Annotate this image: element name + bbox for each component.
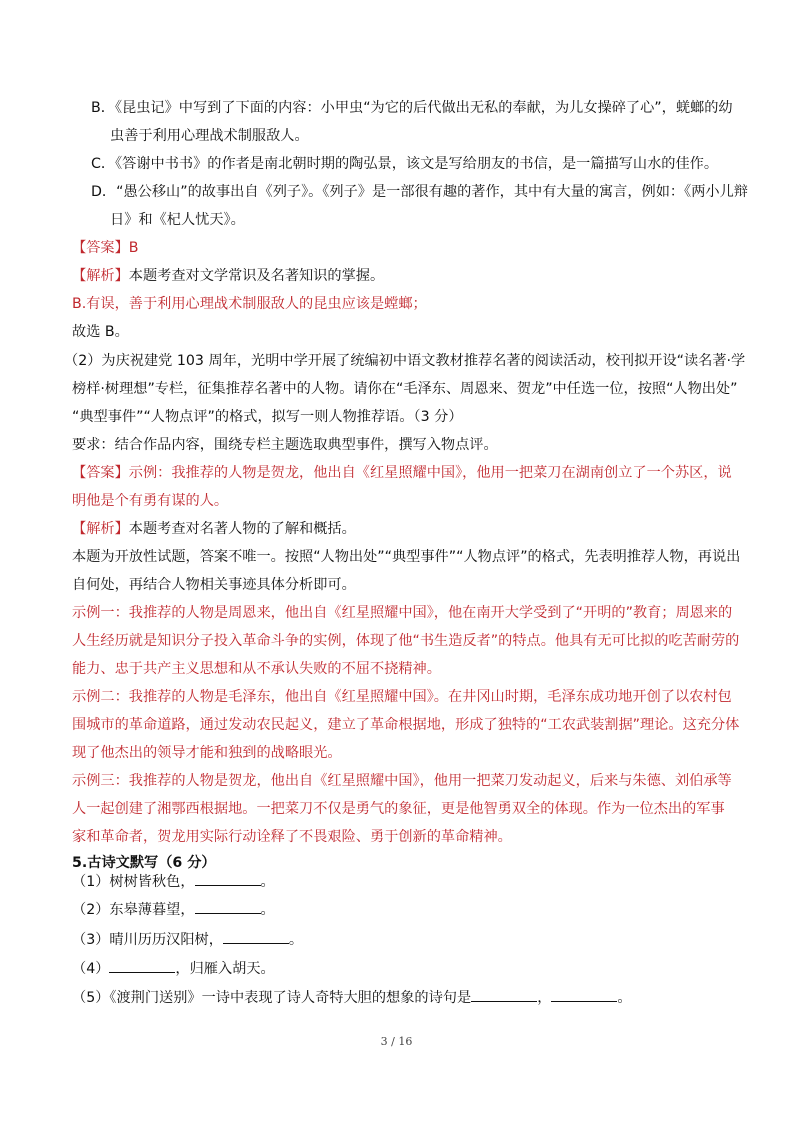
question-5-4-prefix: （4） [72,961,110,977]
example-1-line1: 示例一：我推荐的人物是周恩来，他出自《红星照耀中国》，他在南开大学受到了“开明的”教育；周恩来的 [72,605,733,621]
option-d-line2: 日》和《杞人忧天》。 [110,212,245,228]
question-5-5 [72,987,632,1008]
answer-2-line2: 明他是个有勇有谋的人。 [72,493,229,509]
answer-blank [551,987,617,1002]
example-2-line2: 围城市的革命道路，通过发动农民起义，建立了革命根据地，形成了独特的“工农武装割据”理论。这充分体 [72,717,740,733]
answer-blank [109,958,175,973]
question-5-4-text: ，归雁入胡天。 [175,961,275,977]
answer-blank [471,987,537,1002]
analysis-tag: 【解析】 [72,268,129,284]
option-c-line: C．《答谢中书书》的作者是南北朝时期的陶弘景，该文是写给朋友的书信，是一篇描写山水的佳作。 [91,156,719,172]
question-5-2 [72,899,275,920]
example-3-line3: 家和革命者，贺龙用实际行动诠释了不畏艰险、勇于创新的革命精神。 [72,829,512,845]
question-2-line3: “典型事件”“人物点评”的格式，拟写一则人物推荐语。（3 分） [72,409,463,425]
question-2-line1: （2）为庆祝建党 103 周年，光明中学开展了统编初中语文教材推荐名著的阅读活动，校刊拟开设“读名著·学 [64,353,746,369]
answer-blank [195,871,261,886]
answer-2-line1 [72,463,732,483]
question-5-5-comma: ， [537,990,552,1006]
answer-tag: 【答案】 [72,465,129,481]
example-3-line2: 人一起创建了湘鄂西根据地。一把菜刀不仅是勇气的象征，更是他智勇双全的体现。作为一位杰出的军事 [72,801,725,817]
example-3-line1: 示例三：我推荐的人物是贺龙，他出自《红星照耀中国》，他用一把菜刀发动起义，后来与朱德、刘伯承等 [72,773,732,789]
question-5-3 [72,929,303,950]
analysis-1-b: B.有误，善于利用心理战术制服敌人的昆虫应该是螳螂； [72,296,427,312]
analysis-1 [72,266,384,286]
question-5-2-end: 。 [260,902,275,918]
question-2-line2: 榜样·树理想”专栏，征集推荐名著中的人物。请你在“毛泽东、周恩来、贺龙”中任选一位，按照“人物出处” [72,381,738,397]
analysis-text: 本题考查对文学常识及名著知识的掌握。 [128,268,385,284]
analysis-tag: 【解析】 [72,521,129,537]
analysis-1-choice: 故选 B。 [72,324,129,340]
example-1-line2: 人生经历就是知识分子投入革命斗争的实例，体现了他“书生造反者”的特点。他具有无可比拟的吃苦耐劳的 [72,633,740,649]
example-2-line3: 现了他杰出的领导才能和独到的战略眼光。 [72,745,342,761]
answer-text: 示例：我推荐的人物是贺龙，他出自《红星照耀中国》，他用一把菜刀在湖南创立了一个苏区，说 [128,465,732,481]
example-2-line1: 示例二：我推荐的人物是毛泽东，他出自《红星照耀中国》。在井冈山时期，毛泽东成功地开创了以农村包 [72,689,732,705]
analysis-2 [72,519,356,539]
page-number: 3 / 16 [380,1035,413,1048]
analysis-text: 本题考查对名著人物的了解和概括。 [128,521,356,537]
option-d-line1: D．“愚公移山”的故事出自《列子》。《列子》是一部很有趣的著作，其中有大量的寓言，例如：《两小儿辩 [91,184,748,200]
option-b-line1: B．《昆虫记》中写到了下面的内容：小甲虫“为它的后代做出无私的奉献，为儿女操碎了心”，蜣螂的幼 [91,100,733,116]
analysis-2-line2: 自何处，再结合人物相关事迹具体分析即可。 [72,577,356,593]
question-5-1-text: （1）树树皆秋色， [72,874,195,890]
question-5-3-end: 。 [288,932,304,948]
question-5-1 [72,871,275,892]
question-5-heading: 5.古诗文默写（6 分） [72,855,216,871]
question-5-3-text: （3）晴川历历汉阳树， [72,932,223,948]
question-5-4 [72,958,275,979]
example-1-line3: 能力、忠于共产主义思想和从不承认失败的不屈不挠精神。 [72,661,441,677]
answer-blank [223,929,289,944]
question-2-requirement: 要求：结合作品内容，围绕专栏主题选取典型事件，撰写入物点评。 [72,437,498,453]
option-b-line2: 虫善于利用心理战术制服敌人。 [110,128,309,144]
question-5-5-end: 。 [617,990,632,1006]
analysis-2-line1: 本题为开放性试题，答案不唯一。按照“人物出处”“典型事件”“人物点评”的格式，先表明推荐人物，再说出 [72,549,741,565]
question-5-1-end: 。 [260,874,275,890]
question-5-5-text: （5）《渡荆门送别》一诗中表现了诗人奇特大胆的想象的诗句是 [72,990,472,1006]
question-5-2-text: （2）东皋薄暮望， [72,902,195,918]
answer-blank [195,899,261,914]
answer-1: 【答案】B [72,240,139,256]
